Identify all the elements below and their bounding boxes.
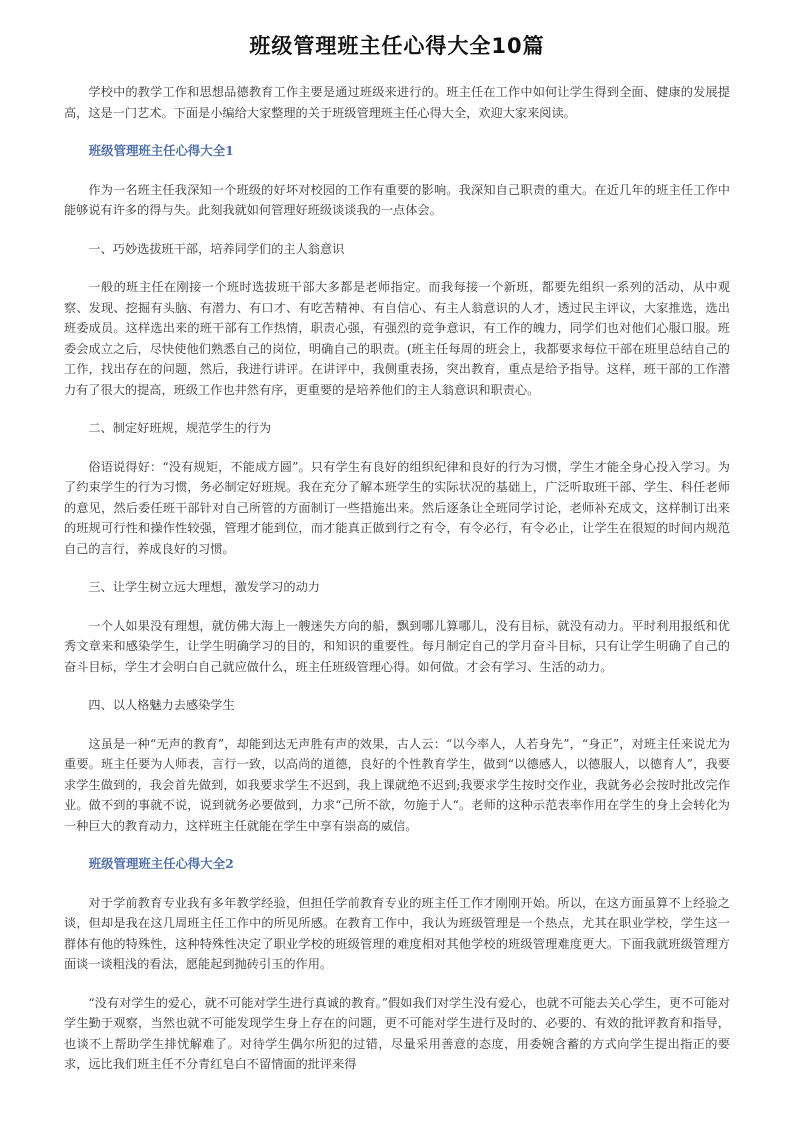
section-2-heading: 二、制定好班规，规范学生的行为 <box>88 421 272 435</box>
intro-paragraph: 学校中的教学工作和思想品德教育工作主要是通过班级来进行的。班主任在工作中如何让学生得到全面、健康的发展提高，这是一门艺术。下面是小编给大家整理的关于班级管理班主任心得大全，欢迎大家来阅读。 <box>64 85 730 120</box>
section-3-heading: 三、让学生树立远大理想，激发学习的动力 <box>88 580 320 594</box>
document-title: 班级管理班主任心得大全10篇 <box>249 34 545 58</box>
section-4-heading: 四、以人格魅力去感染学生 <box>88 698 235 712</box>
part-2-opening: 对于学前教育专业我有多年教学经验，但担任学前教育专业的班主任工作才刚刚开始。所以，在这方面虽算不上经验之谈，但却是我在这几周班主任工作中的所见所感。在教育工作中，我认为班级管理是一个热点，尤其在职业学校，学生这一群体有他的特殊性，这种特殊性决定了职业学校的班级管理的难度相对其他学校的班级管理难度更大。下面我就班级管理方面谈一谈粗浅的看法，愿能起到抛砖引玉的作用。 <box>64 895 730 971</box>
part-1-heading: 班级管理班主任心得大全1 <box>88 143 234 158</box>
part-1-opening: 作为一名班主任我深知一个班级的好坏对校园的工作有重要的影响。我深知自己职责的重大。在近几年的班主任工作中能够说有许多的得与失。此刻我就如何管理好班级谈谈我的一点体会。 <box>64 182 730 217</box>
section-2-text: 俗语说得好：“没有规矩，不能成方圆”。只有学生有良好的组织纪律和良好的行为习惯，学生才能全身心投入学习。为了约束学生的行为习惯，务必制定好班规。我在充分了解本班学生的实际状况的基础上，广泛听取班干部、学生、科任老师的意见，然后委任班干部针对自己所管的方面制订一些措施出来。然后逐条让全班同学讨论，老师补充成文，这样制订出来的班规可行性和操作性较强，管理才能到位，而才能真正做到行之有令，有令必行，有令必止，让学生在很短的时间内规范自己的言行，养成良好的习惯。 <box>64 459 730 556</box>
section-4-text: 这虽是一种“无声的教育”，却能到达无声胜有声的效果，古人云：“以今率人，人若身先”，“身正”，对班主任来说尤为重要。班主任要为人师表，言行一致，以高尚的道德，良好的个性教育学生，做到“以德感人，以德服人，以德育人”，我要求学生做到的，我会首先做到，如我要求学生不迟到，我上课就绝不迟到;我要求学生按时交作业，我就务必会按时批改完作业。做不到的事就不说，说到就务必要做到，力求“己所不欲，勿施于人“。老师的这种示范表率作用在学生的身上会转化为一种巨大的教育动力，这样班主任就能在学生中享有崇高的威信。 <box>64 736 730 833</box>
section-1-heading: 一、巧妙选拔班干部，培养同学们的主人翁意识 <box>88 241 345 256</box>
part-2-heading: 班级管理班主任心得大全2 <box>88 856 234 871</box>
part-2-closing: “没有对学生的爱心，就不可能对学生进行真诚的教育。”假如我们对学生没有爱心，也就不可能去关心学生，更不可能对学生勤于观察，当然也就不可能发现学生身上存在的问题，更不可能对学生进行及时的、必要的、有效的批评教育和指导，也谈不上帮助学生排忧解难了。对待学生偶尔所犯的过错，尽量采用善意的态度，用委婉含蓄的方式向学生提出指正的要求，远比我们班主任不分青红皂白不留情面的批评来得 <box>64 995 730 1071</box>
section-1-text: 一般的班主任在刚接一个班时选拔班干部大多都是老师指定。而我每接一个新班，都要先组织一系列的活动，从中观察、发现、挖掘有头脑、有潜力、有口才、有吃苦精神、有自信心、有主人翁意识的人才，透过民主评议，大家推选，选出班委成员。这样选出来的班干部有工作热情，职责心强，有强烈的竞争意识，有工作的魄力，同学们也对他们心服口服。班委会成立之后，尽快使他们熟悉自己的岗位，明确自己的职责。(班主任每周的班会上，我都要求每位干部在班里总结自己的工作，找出存在的问题，然后，我进行讲评。在讲评中，我侧重表扬，突出教育，重点是给予指导。这样，班干部的工作潜力有了很大的提高，班级工作也井然有序，更重要的是培养他们的主人翁意识和职责心。 <box>64 280 730 397</box>
section-3-text: 一个人如果没有理想，就仿佛大海上一艘迷失方向的船，飘到哪儿算哪儿，没有目标，就没有动力。平时利用报纸和优秀文章来和感染学生，让学生明确学习的目的，和知识的重要性。每月制定自己的学月奋斗目标，只有让学生明确了自己的奋斗目标，学生才会明白自己就应做什么，班主任班级管理心得。如何做。才会有学习、生活的动力。 <box>64 618 730 674</box>
